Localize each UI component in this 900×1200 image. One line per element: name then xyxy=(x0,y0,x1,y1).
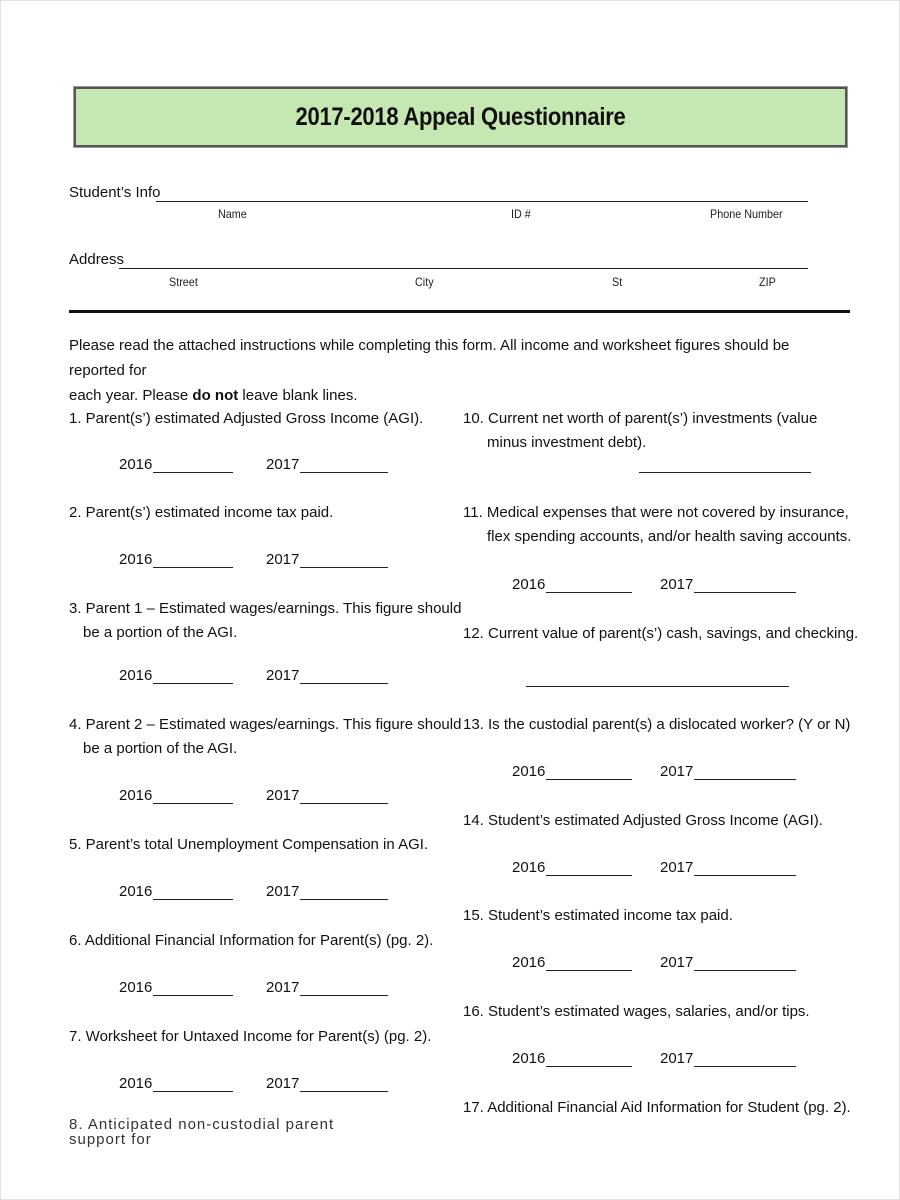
instructions-text xyxy=(69,333,839,408)
q5-2017-blank[interactable] xyxy=(300,884,388,900)
question-8-cutoff: 8. Anticipated non-custodial parent support for xyxy=(69,1116,335,1148)
name-sublabel: Name xyxy=(218,207,247,221)
q13-2016-field[interactable]: 2016 xyxy=(512,763,632,780)
q2-2016-field[interactable]: 2016 xyxy=(119,551,233,568)
q11-2016-field[interactable]: 2016 xyxy=(512,576,632,593)
q13-2017-blank[interactable] xyxy=(694,764,796,780)
q10-blank[interactable] xyxy=(639,457,811,473)
address-line[interactable] xyxy=(119,253,808,269)
q3-2017-field[interactable]: 2017 xyxy=(266,667,388,684)
q15-2016-blank[interactable] xyxy=(546,955,632,971)
q14-2017-blank[interactable] xyxy=(694,860,796,876)
q7-2017-field[interactable]: 2017 xyxy=(266,1075,388,1092)
q11-2017-blank[interactable] xyxy=(694,577,796,593)
q5-2017-field[interactable]: 2017 xyxy=(266,883,388,900)
question-17: 17. Additional Financial Aid Information for Student (pg. 2). xyxy=(463,1099,851,1116)
q6-2017-blank[interactable] xyxy=(300,980,388,996)
question-11: 11. Medical expenses that were not covered by insurance, flex spending accounts, and/or health saving accounts. xyxy=(463,504,852,545)
q2-2017-blank[interactable] xyxy=(300,552,388,568)
q16-2017-blank[interactable] xyxy=(694,1051,796,1067)
q11-2016-blank[interactable] xyxy=(546,577,632,593)
q15-2017-field[interactable]: 2017 xyxy=(660,954,796,971)
q2-2016-blank[interactable] xyxy=(153,552,233,568)
q3-2016-blank[interactable] xyxy=(153,668,233,684)
question-1: 1. Parent(s’) estimated Adjusted Gross Income (AGI). xyxy=(69,410,424,427)
question-12: 12. Current value of parent(s’) cash, savings, and checking. xyxy=(463,625,859,642)
q11-2017-field[interactable]: 2017 xyxy=(660,576,796,593)
question-2: 2. Parent(s’) estimated income tax paid. xyxy=(69,504,334,521)
section-divider xyxy=(69,310,850,313)
q4-2017-blank[interactable] xyxy=(300,788,388,804)
address-label: Address xyxy=(69,251,125,268)
student-info-label: Student’s Info xyxy=(69,184,161,201)
q4-2017-field[interactable]: 2017 xyxy=(266,787,388,804)
question-6: 6. Additional Financial Information for Parent(s) (pg. 2). xyxy=(69,932,434,949)
street-sublabel: Street xyxy=(169,275,198,289)
q6-2016-field[interactable]: 2016 xyxy=(119,979,233,996)
q7-2016-blank[interactable] xyxy=(153,1076,233,1092)
question-14: 14. Student’s estimated Adjusted Gross Income (AGI). xyxy=(463,812,823,829)
q13-2017-field[interactable]: 2017 xyxy=(660,763,796,780)
question-7: 7. Worksheet for Untaxed Income for Parent(s) (pg. 2). xyxy=(69,1028,432,1045)
question-15: 15. Student’s estimated income tax paid. xyxy=(463,907,733,924)
state-sublabel: St xyxy=(612,275,623,289)
q5-2016-blank[interactable] xyxy=(153,884,233,900)
q4-2016-field[interactable]: 2016 xyxy=(119,787,233,804)
q2-2017-field[interactable]: 2017 xyxy=(266,551,388,568)
instructions-line-2-end: leave blank lines. xyxy=(238,387,358,404)
q5-2016-field[interactable]: 2016 xyxy=(119,883,233,900)
question-10: 10. Current net worth of parent(s’) investments (value minus investment debt). xyxy=(463,410,818,451)
q13-2016-blank[interactable] xyxy=(546,764,632,780)
q12-blank[interactable] xyxy=(526,671,789,687)
q16-2016-field[interactable]: 2016 xyxy=(512,1050,632,1067)
q3-2016-field[interactable]: 2016 xyxy=(119,667,233,684)
question-4: 4. Parent 2 – Estimated wages/earnings. This figure should be a portion of the AGI. xyxy=(69,716,462,757)
q1-2017-blank[interactable] xyxy=(300,457,388,473)
q6-2016-blank[interactable] xyxy=(153,980,233,996)
q7-2016-field[interactable]: 2016 xyxy=(119,1075,233,1092)
q16-2017-field[interactable]: 2017 xyxy=(660,1050,796,1067)
instructions-line-1: Please read the attached instructions while completing this form. All income and worksheet figures should be reported for xyxy=(69,337,790,379)
phone-sublabel: Phone Number xyxy=(710,207,783,221)
q15-2017-blank[interactable] xyxy=(694,955,796,971)
q1-2016-blank[interactable] xyxy=(153,457,233,473)
q15-2016-field[interactable]: 2016 xyxy=(512,954,632,971)
student-info-line[interactable] xyxy=(156,186,808,202)
title-banner xyxy=(74,87,847,147)
q3-2017-blank[interactable] xyxy=(300,668,388,684)
q1-2017-field[interactable]: 2017 xyxy=(266,456,388,473)
q7-2017-blank[interactable] xyxy=(300,1076,388,1092)
instructions-line-2-start: each year. Please xyxy=(69,387,193,404)
city-sublabel: City xyxy=(415,275,434,289)
instructions-emphasis: do not xyxy=(192,387,239,404)
id-sublabel: ID # xyxy=(511,207,531,221)
q1-2016-field[interactable]: 2016 xyxy=(119,456,233,473)
question-5: 5. Parent’s total Unemployment Compensation in AGI. xyxy=(69,836,429,853)
question-16: 16. Student’s estimated wages, salaries, and/or tips. xyxy=(463,1003,810,1020)
q16-2016-blank[interactable] xyxy=(546,1051,632,1067)
q6-2017-field[interactable]: 2017 xyxy=(266,979,388,996)
form-title: 2017-2018 Appeal Questionnaire xyxy=(295,102,626,131)
question-13: 13. Is the custodial parent(s) a dislocated worker? (Y or N) xyxy=(463,716,851,733)
zip-sublabel: ZIP xyxy=(759,275,776,289)
q14-2016-field[interactable]: 2016 xyxy=(512,859,632,876)
question-3: 3. Parent 1 – Estimated wages/earnings. This figure should be a portion of the AGI. xyxy=(69,600,462,641)
q14-2017-field[interactable]: 2017 xyxy=(660,859,796,876)
q4-2016-blank[interactable] xyxy=(153,788,233,804)
q14-2016-blank[interactable] xyxy=(546,860,632,876)
